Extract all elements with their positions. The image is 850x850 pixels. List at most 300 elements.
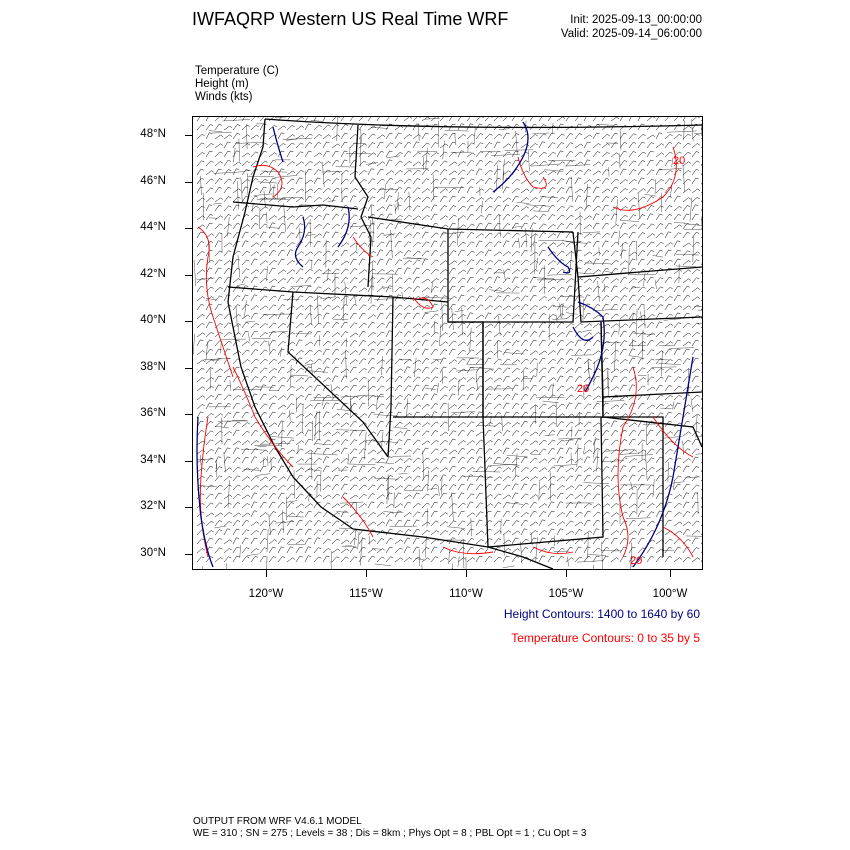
wind-barb bbox=[647, 242, 654, 247]
wind-barb bbox=[431, 260, 438, 265]
wind-barb bbox=[386, 504, 394, 508]
county-line bbox=[566, 313, 578, 315]
wind-barb bbox=[503, 152, 510, 157]
wind-barb bbox=[305, 180, 313, 184]
wind-barb bbox=[260, 187, 267, 193]
wind-barb bbox=[629, 349, 635, 355]
wind-barb bbox=[629, 493, 635, 499]
wind-barb bbox=[620, 475, 627, 481]
wind-barb bbox=[467, 422, 474, 427]
wind-barb bbox=[359, 368, 367, 373]
wind-barb bbox=[674, 512, 682, 517]
wind-barb bbox=[656, 260, 663, 265]
wind-barb bbox=[296, 178, 302, 184]
wind-barb bbox=[269, 396, 277, 400]
wind-barb bbox=[701, 421, 702, 427]
wind-barb bbox=[539, 196, 546, 202]
wind-barb bbox=[341, 151, 347, 157]
county-line bbox=[428, 470, 429, 491]
wind-barb bbox=[530, 252, 538, 256]
wind-barb bbox=[332, 494, 340, 499]
wind-barb bbox=[242, 468, 250, 472]
wind-barb bbox=[386, 277, 393, 283]
wind-barb bbox=[575, 241, 581, 247]
wind-barb bbox=[269, 457, 276, 463]
wind-barb bbox=[269, 385, 276, 391]
wind-barb bbox=[350, 495, 358, 499]
wind-barb bbox=[359, 466, 365, 472]
wind-barb bbox=[323, 151, 330, 157]
wind-barb bbox=[584, 169, 591, 175]
wind-barb bbox=[548, 502, 554, 508]
map-panel bbox=[192, 116, 703, 570]
wind-barb bbox=[395, 133, 401, 139]
wind-barb bbox=[323, 548, 331, 553]
wind-barb bbox=[431, 170, 439, 175]
wind-barb bbox=[485, 449, 492, 454]
wind-barb bbox=[548, 359, 556, 364]
wind-barb bbox=[314, 125, 322, 130]
wind-barb bbox=[575, 144, 583, 148]
wind-barb bbox=[485, 403, 491, 409]
wind-barb bbox=[557, 548, 565, 553]
wind-barb bbox=[314, 458, 322, 463]
county-line bbox=[552, 319, 567, 320]
wind-barb bbox=[395, 180, 403, 184]
wind-barb bbox=[674, 117, 682, 121]
wind-barb bbox=[548, 171, 556, 175]
wind-barb bbox=[503, 531, 511, 535]
county-line bbox=[447, 527, 465, 529]
county-line bbox=[583, 483, 609, 484]
wind-barb bbox=[593, 520, 600, 526]
wind-barb bbox=[251, 125, 259, 130]
wind-barb bbox=[359, 117, 366, 121]
wind-barb bbox=[485, 197, 493, 202]
wind-barb bbox=[701, 169, 702, 175]
wind-barb bbox=[206, 449, 214, 454]
wind-barb bbox=[431, 422, 438, 427]
wind-barb bbox=[485, 233, 493, 238]
temp-label-20-south: 20 bbox=[630, 555, 643, 567]
wind-barb bbox=[593, 223, 599, 229]
wind-barb bbox=[620, 179, 628, 184]
wind-barb bbox=[647, 117, 655, 121]
wind-barb bbox=[575, 448, 582, 454]
wind-barb bbox=[602, 449, 609, 454]
wind-barb bbox=[584, 349, 591, 355]
wind-barb bbox=[215, 548, 222, 553]
wind-barb bbox=[251, 440, 259, 445]
wind-barb bbox=[647, 475, 654, 481]
wind-barb bbox=[197, 297, 205, 301]
wind-barb bbox=[422, 313, 428, 319]
wind-barb bbox=[395, 287, 403, 292]
wind-barb bbox=[251, 556, 258, 562]
wind-barb bbox=[485, 287, 492, 292]
wind-barb bbox=[548, 367, 555, 373]
wind-barb bbox=[287, 161, 295, 166]
wind-barb bbox=[548, 179, 556, 184]
wind-barb bbox=[656, 430, 663, 436]
wind-barb bbox=[233, 441, 241, 445]
county-line bbox=[556, 402, 557, 427]
wind-barb bbox=[674, 331, 681, 337]
county-line bbox=[382, 356, 383, 375]
wind-barb bbox=[521, 278, 528, 283]
wind-barb bbox=[701, 548, 702, 553]
wind-barb bbox=[656, 341, 664, 346]
wind-barb bbox=[251, 502, 257, 508]
wind-barb bbox=[242, 315, 250, 319]
wind-barb bbox=[575, 315, 583, 319]
wind-barb bbox=[521, 215, 529, 220]
wind-barb bbox=[305, 286, 311, 292]
wind-barb bbox=[512, 142, 518, 148]
wind-barb bbox=[701, 386, 702, 391]
wind-barb bbox=[215, 538, 222, 544]
wind-barb bbox=[674, 323, 681, 328]
county-line bbox=[471, 518, 472, 536]
wind-barb bbox=[359, 477, 367, 481]
wind-barb bbox=[701, 197, 702, 202]
wind-barb bbox=[485, 161, 493, 166]
wind-barb bbox=[449, 421, 456, 427]
county-line bbox=[387, 156, 400, 158]
wind-barb bbox=[503, 457, 510, 463]
wind-barb bbox=[431, 484, 438, 490]
wind-barb bbox=[494, 333, 502, 337]
wind-barb bbox=[224, 512, 232, 517]
wind-barb bbox=[242, 241, 248, 247]
wind-barb bbox=[386, 178, 393, 184]
wind-barb bbox=[332, 277, 339, 283]
wind-barb bbox=[332, 125, 339, 130]
wind-barb bbox=[215, 296, 222, 301]
wind-barb bbox=[584, 142, 591, 148]
wind-barb bbox=[287, 494, 294, 499]
wind-barb bbox=[620, 261, 628, 265]
wind-barb bbox=[233, 430, 239, 436]
wind-barb bbox=[386, 475, 393, 481]
wind-barb bbox=[359, 340, 366, 346]
wind-barb bbox=[242, 260, 249, 265]
wind-barb bbox=[566, 468, 574, 472]
wind-barb bbox=[557, 188, 564, 193]
wind-barb bbox=[512, 458, 519, 463]
wind-barb bbox=[296, 278, 303, 283]
wind-barb bbox=[422, 539, 429, 544]
wind-barb bbox=[494, 197, 501, 202]
county-line bbox=[676, 254, 699, 255]
wind-barb bbox=[476, 134, 483, 139]
wind-barb bbox=[485, 296, 492, 301]
wind-barb bbox=[548, 215, 555, 220]
county-line bbox=[375, 478, 399, 479]
lat-label-48: 48°N bbox=[140, 128, 166, 140]
county-line bbox=[193, 334, 194, 355]
wind-barb bbox=[602, 538, 609, 544]
wind-barb bbox=[449, 277, 456, 283]
county-line bbox=[247, 554, 260, 556]
county-line bbox=[336, 430, 364, 431]
wind-barb bbox=[314, 162, 322, 166]
county-line bbox=[481, 201, 482, 213]
wind-barb bbox=[296, 198, 304, 202]
wind-barb bbox=[332, 403, 338, 409]
wind-barb bbox=[629, 117, 635, 121]
wind-barb bbox=[440, 125, 448, 130]
wind-barb bbox=[449, 188, 457, 193]
wind-barb bbox=[359, 124, 366, 130]
wind-barb bbox=[404, 557, 412, 562]
wind-barb bbox=[422, 206, 430, 211]
wind-barb bbox=[620, 315, 628, 319]
wind-barb bbox=[341, 484, 347, 490]
wind-barb bbox=[296, 529, 303, 535]
wind-barb bbox=[440, 189, 448, 193]
wind-barb bbox=[368, 251, 376, 256]
wind-barb bbox=[647, 322, 654, 328]
wind-barb bbox=[566, 278, 574, 283]
wind-barb bbox=[557, 386, 564, 391]
wind-barb bbox=[494, 322, 501, 328]
wind-barb bbox=[413, 529, 420, 535]
county-line bbox=[275, 175, 298, 177]
wind-barb bbox=[413, 467, 421, 472]
wind-barb bbox=[485, 394, 491, 400]
county-line bbox=[261, 443, 290, 444]
wind-barb bbox=[656, 242, 664, 247]
wind-barb bbox=[260, 261, 268, 265]
wind-barb bbox=[611, 486, 619, 490]
wind-barb bbox=[629, 504, 637, 508]
wind-barb bbox=[242, 412, 249, 418]
wind-barb bbox=[260, 171, 268, 175]
wind-barb bbox=[566, 117, 573, 121]
wind-barb bbox=[692, 340, 699, 346]
wind-barb bbox=[620, 188, 628, 193]
wind-barb bbox=[359, 485, 367, 490]
wind-barb bbox=[368, 439, 375, 445]
wind-barb bbox=[665, 277, 672, 283]
wind-barb bbox=[404, 350, 411, 355]
wind-barb bbox=[629, 197, 637, 202]
wind-barb bbox=[386, 151, 392, 157]
wind-barb bbox=[350, 286, 357, 292]
wind-barb bbox=[656, 351, 664, 355]
wind-barb bbox=[377, 223, 384, 229]
wind-barb bbox=[332, 387, 340, 391]
wind-barb bbox=[404, 161, 412, 166]
wind-barb bbox=[413, 369, 421, 373]
wind-barb bbox=[476, 432, 484, 436]
wind-barb bbox=[314, 206, 322, 211]
wind-barb bbox=[467, 558, 475, 562]
wind-barb bbox=[296, 422, 303, 427]
wind-barb bbox=[701, 459, 702, 463]
wind-barb bbox=[287, 188, 295, 193]
wind-barb bbox=[251, 313, 258, 319]
wind-barb bbox=[251, 295, 257, 301]
init-time: Init: 2025-09-13_00:00:00 bbox=[570, 14, 702, 26]
county-line bbox=[518, 238, 520, 248]
wind-barb bbox=[323, 241, 330, 247]
wind-barb bbox=[278, 305, 285, 310]
wind-barb bbox=[350, 513, 358, 517]
wind-barb bbox=[467, 187, 473, 193]
wind-barb bbox=[530, 242, 537, 247]
wind-barb bbox=[512, 134, 519, 139]
wind-barb bbox=[638, 134, 646, 139]
wind-barb bbox=[692, 232, 699, 238]
wind-barb bbox=[260, 477, 268, 481]
wind-barb bbox=[449, 117, 456, 121]
wind-barb bbox=[692, 151, 699, 157]
wind-barb bbox=[476, 143, 483, 148]
wind-barb bbox=[269, 502, 275, 508]
lat-label-34: 34°N bbox=[140, 454, 166, 466]
wind-barb bbox=[449, 332, 457, 337]
wind-barb bbox=[512, 215, 519, 220]
county-line bbox=[302, 403, 303, 432]
wind-barb bbox=[197, 304, 204, 310]
wind-barb bbox=[521, 547, 528, 553]
wind-barb bbox=[629, 475, 635, 481]
wind-barb bbox=[530, 171, 538, 175]
wind-barb bbox=[278, 441, 286, 445]
wind-barb bbox=[305, 169, 312, 175]
wind-barb bbox=[323, 223, 330, 229]
wind-barb bbox=[584, 440, 592, 445]
wind-barb bbox=[431, 430, 438, 436]
wind-barb bbox=[701, 493, 702, 499]
wind-barb bbox=[422, 179, 429, 184]
county-line bbox=[441, 232, 463, 234]
wind-barb bbox=[584, 475, 591, 481]
wind-barb bbox=[656, 377, 664, 382]
wind-barb bbox=[449, 521, 456, 526]
wind-barb bbox=[656, 503, 663, 508]
wind-barb bbox=[548, 188, 555, 193]
wind-barb bbox=[665, 223, 672, 229]
wind-barb bbox=[602, 160, 609, 166]
wind-barb bbox=[224, 385, 231, 391]
wind-barb bbox=[485, 313, 491, 319]
wind-barb bbox=[638, 475, 645, 481]
wind-barb bbox=[620, 458, 627, 463]
wind-barb bbox=[197, 232, 203, 238]
wind-barb bbox=[566, 387, 574, 391]
wind-barb bbox=[251, 270, 259, 274]
wind-barb bbox=[206, 143, 214, 148]
wind-barb bbox=[278, 466, 284, 472]
wind-barb bbox=[584, 196, 590, 202]
wind-barb bbox=[467, 277, 474, 283]
height-contour-note: Height Contours: 1400 to 1640 by 60 bbox=[503, 607, 700, 621]
wind-barb bbox=[701, 377, 702, 382]
wind-barb bbox=[422, 404, 430, 409]
wind-barb bbox=[611, 170, 619, 175]
wind-barb bbox=[566, 459, 574, 463]
wind-barb bbox=[449, 251, 456, 256]
wind-barb bbox=[287, 278, 294, 283]
wind-barb bbox=[242, 269, 249, 274]
wind-barb bbox=[341, 124, 348, 130]
wind-barb bbox=[476, 169, 482, 175]
wind-barb bbox=[206, 530, 214, 535]
wind-barb bbox=[386, 486, 394, 490]
wind-barb bbox=[341, 358, 347, 364]
wind-barb bbox=[341, 223, 348, 229]
wind-barb bbox=[413, 395, 420, 400]
wind-barb bbox=[530, 117, 537, 121]
wind-barb bbox=[305, 332, 312, 337]
wind-barb bbox=[422, 169, 429, 175]
wind-barb bbox=[593, 214, 599, 220]
county-line bbox=[310, 120, 323, 121]
wind-barb bbox=[593, 143, 601, 148]
wind-barb bbox=[647, 143, 654, 148]
wind-barb bbox=[584, 333, 592, 337]
wind-barb bbox=[467, 404, 475, 409]
wind-barb bbox=[647, 170, 654, 175]
wind-barb bbox=[206, 466, 213, 472]
wind-barb bbox=[467, 441, 475, 445]
wind-barb bbox=[377, 495, 385, 499]
wind-barb bbox=[224, 151, 231, 157]
wind-barb bbox=[566, 521, 573, 526]
wind-barb bbox=[494, 306, 502, 310]
wind-barb bbox=[467, 260, 474, 265]
wind-barb bbox=[278, 242, 286, 247]
wind-barb bbox=[674, 179, 681, 184]
wind-barb bbox=[602, 296, 609, 301]
wind-barb bbox=[332, 232, 338, 238]
wind-barb bbox=[206, 214, 213, 220]
wind-barb bbox=[278, 278, 286, 283]
wind-barb bbox=[368, 315, 376, 319]
wind-barb bbox=[701, 277, 702, 283]
wind-barb bbox=[530, 270, 538, 274]
wind-barb bbox=[251, 422, 259, 427]
wind-barb bbox=[494, 269, 502, 274]
wind-barb bbox=[701, 502, 702, 508]
wind-barb bbox=[539, 421, 546, 427]
wind-barb bbox=[332, 432, 340, 436]
wind-barb bbox=[494, 215, 501, 220]
wind-barb bbox=[656, 475, 663, 481]
wind-barb bbox=[512, 223, 519, 229]
wind-barb bbox=[287, 242, 295, 247]
wind-barb bbox=[206, 179, 213, 184]
county-line bbox=[254, 194, 273, 196]
county-line bbox=[496, 165, 497, 191]
wind-barb bbox=[314, 188, 322, 193]
county-line bbox=[426, 148, 428, 169]
wind-barb bbox=[575, 466, 582, 472]
wind-barb bbox=[665, 556, 672, 562]
wind-barb bbox=[431, 332, 439, 337]
wind-barb bbox=[224, 160, 231, 166]
wind-barb bbox=[458, 242, 466, 247]
wind-barb bbox=[233, 448, 239, 454]
wind-barb bbox=[638, 233, 645, 238]
wind-barb bbox=[260, 124, 266, 130]
wind-barb bbox=[692, 502, 699, 508]
wind-barb bbox=[692, 349, 699, 355]
wind-barb bbox=[278, 502, 285, 508]
